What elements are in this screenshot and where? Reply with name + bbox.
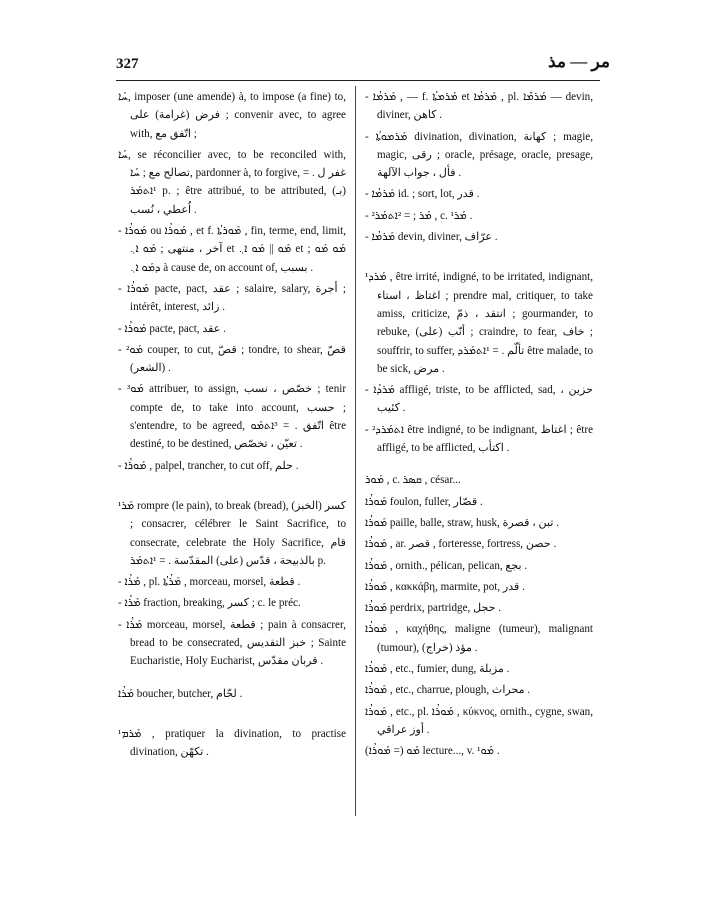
header-rule [116, 80, 600, 81]
right-column [365, 88, 593, 764]
dictionary-entry: ܡܰܘܪܳܐ , ornith., pélican, pelican, بجع . [365, 559, 528, 572]
dictionary-entry: ܡܰܘܪܳܐ , etc., fumier, dung, مزبلة . [365, 663, 510, 676]
dictionary-entry: - ܡܰܪܳܐ fraction, breaking, كسر ; c. le préc. [118, 597, 301, 610]
dictionary-entry: - ܡܰܪܳܐ morceau, morsel, قطعة ; pain à consacrer, bread to be consecrated, خبز التقديس ; Sainte Eucharistie, Holy Eucharist, قربان مقدّس . [118, 618, 347, 668]
dictionary-entry: ܚܰܐ, se réconcilier avec, to be reconciled with, تصالح مع ; ܚܰܐ, pardonner à, to forgive, غفر ل . = ¹ܐܬܡܰܪ p. ; être attribué, to be attributed, (بـ) اُعطي ، نُسب . [118, 148, 346, 216]
running-head: ﻣﺮ — ﻣﺬ [548, 52, 611, 71]
dictionary-entry: - ²ܐܬܡܰܪܕ être indigné, to be indignant, اغتاظ ; être affligé, to be afflicted, اكتأب . [365, 423, 593, 455]
dictionary-entry: ܡܰܘܪܳܐ , etc., charrue, plough, محراث . [365, 684, 531, 697]
dictionary-entry: - ܡܰܪܳܐ , pl. ܡܰܪܳܬܳܐ , morceau, morsel, قطعة . [118, 576, 301, 589]
dictionary-entry: ܡܰܘܪܳܐ paille, balle, straw, husk, تبن ، قصرة . [365, 516, 559, 529]
dictionary-entry: ¹ܡܰܪܡ , pratiquer la divination, to practise divination, تكهّن . [118, 727, 346, 759]
column-divider [355, 86, 356, 816]
dictionary-entry: - ܡܰܪܡܳܐ , — f. ܡܰܪܡܬܳܐ et ܡܰܪܡܳܐ , pl. ܡܰܪܡܶܐ — devin, diviner, كاهن . [365, 91, 594, 122]
dictionary-entry: ¹ܡܰܪ rompre (le pain), to break (bread), كسر (الخبز) ; consacrer, célébrer le Saint Sacrifice, to consecrate, celebrate the Holy Sacrifice, قام بالذبيحة ، قدّس (على) المقدّسة . = ¹ܐܬܡܰܪ p. [118, 499, 346, 567]
dictionary-entry: - ²ܡܰܪ ; = ²ܐܬܡܰܪ , c. ¹ܡܰܪ . [365, 209, 473, 222]
dictionary-entry: - ܡܰܪܡܘܬܳܐ divination, divination, كهانة ; magie, magic, رقى ; oracle, présage, oracle, presage, فأل ، جواب الآلهة . [365, 130, 593, 180]
dictionary-entry: ܡܰܘܪܳܐ , καχήθης, maligne (tumeur), malignant (tumour), (خراج) مؤذ . [365, 623, 593, 654]
dictionary-entry: ܡܰܘܪܳܐ , etc., pl. ܡܰܘܪܳܐ , κύκνος, ornith., cygne, swan, أوز عراقي . [365, 705, 593, 736]
dictionary-entry: - ܡܰܪܡܳܐ id. ; sort, lot, قدر . [365, 188, 480, 201]
dictionary-entry: - ܡܰܘܪܳܐ pacte, pact, عقد ; salaire, salary, أجرة ; intérêt, interest, زائد . [118, 282, 347, 314]
page-number: 327 [116, 56, 139, 72]
dictionary-entry: ܡܰܘܪܳܐ , κακκάβη, marmite, pot, قدر . [365, 580, 525, 593]
dictionary-entry: - ܡܰܪܕܳܐ affligé, triste, to be afflicted, sad, حزين ، كئيب . [365, 384, 593, 415]
dictionary-entry: ܚܰܐ, imposer (une amende) à, to impose (a fine) to, فرض (غرامة) على ; convenir avec, to agree with, اتّفق مع ; [118, 91, 346, 140]
dictionary-entry: ¹ܡܰܪܕ , être irrité, indigné, to be irritated, indignant, اغتاظ ، استاء ; prendre mal, critiquer, to take amiss, criticize, انتقد ، ذمّ ; gourmander, to rebuke, أنّب (على) ; craindre, to fear, خاف ; souffrir, to suffer, تألّم . = ¹ܐܬܡܰܪܕ être malade, to be sick, مرض . [365, 271, 593, 375]
dictionary-entry: - ܡܰܘܪܳܐ , palpel, trancher, to cut off, حلم . [118, 459, 299, 472]
dictionary-entry: ܡܰܘ (= ܡܰܘܪܳܐ) lecture..., v. ¹ܡܰܘ . [365, 745, 500, 758]
dictionary-entry: ܡܰܘܪ , c. ܩܣܪ , césar... [365, 474, 461, 487]
dictionary-entry: - ܡܰܘܪܳܐ ou ܡܰܘܪܳܐ , et f. ܡܰܘܪܬܳܐ , fin, terme, end, limit, آخر ، منتهى ; ܡܰܘ ܐ܆ et ܡܰܘ || ܡܰܘ ܐ܆ et ܡܰܘ ܡܰܘ ; ܕܡܰܘ ܐ܆ à cause de, on account of, بسبب . [118, 225, 347, 274]
dictionary-entry: ܡܰܪܳܐ boucher, butcher, لحّام . [118, 687, 243, 700]
dictionary-entry: ܡܰܘܪܳܐ foulon, fuller, قصّار . [365, 495, 483, 508]
dictionary-entry: - ܡܰܘܪܳܐ pacte, pact, عقد . [118, 322, 226, 335]
dictionary-entry: - ³ܡܰܘ attribuer, to assign, خصّص ، نسب ; tenir compte de, to take into account, حسب ; s'entendre, to be agreed, اتّفق . = ³ܐܬܡܰܘ être destiné, to be destined, تعيّن ، تخصّص . [118, 383, 347, 451]
left-column [118, 88, 346, 765]
dictionary-entry: - ²ܡܰܘ couper, to cut, قصّ ; tondre, to shear, قصّ (الشعر) . [118, 343, 346, 375]
dictionary-entry: ܡܰܘܪܳܐ , ar. قصر , forteresse, fortress, حصن . [365, 538, 557, 551]
dictionary-entry: - ܡܰܪܡܳܐ devin, diviner, عرّاف . [365, 231, 498, 244]
dictionary-entry: ܡܰܘܪܳܐ perdrix, partridge, حجل . [365, 602, 502, 615]
